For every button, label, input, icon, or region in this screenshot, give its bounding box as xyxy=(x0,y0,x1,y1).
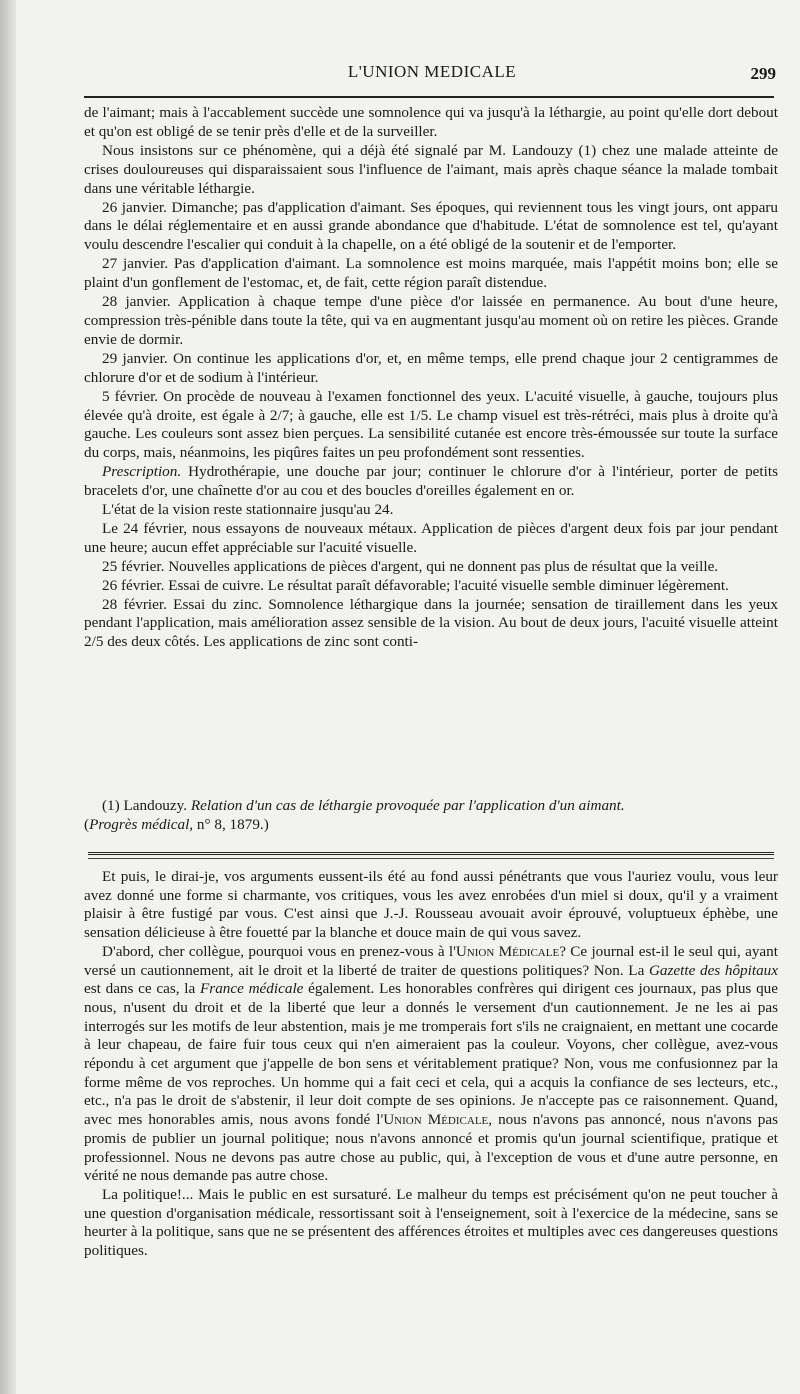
text-run: , nous n'avons pas annoncé, nous n'avons pas promis de publier un journal politique; nous n'avons annoncé et promis qu'un journal scientifique, pratique et professionnel. Nous ne devons pas autre chose au public, qui, à l'exception de vous et d'une autre personne, en vérité ne nous demande pas autre chose. xyxy=(84,1111,779,1185)
paragraph: Le 24 février, nous essayons de nouveaux métaux. Application de pièces d'argent deux fois par jour pendant une heure; aucun effet appréciable sur l'acuité visuelle. xyxy=(84,519,778,556)
paragraph: 26 janvier. Dimanche; pas d'application d'aimant. Ses époques, qui reviennent tous les vingt jours, ont apparu dans le délai réglementaire et en aussi grande abondance que d'habitude. L'état de somnolence est tel, qu'ayant voulu descendre l'escalier qui conduit à la chapelle, on a été obligé de la soutenir et de l'emporter. xyxy=(84,198,778,254)
paragraph: de l'aimant; mais à l'accablement succède une somnolence qui va jusqu'à la léthargie, au point qu'elle dort debout et qu'on est obligé de se tenir près d'elle et de la surveiller. xyxy=(84,104,778,140)
footnote-source-rest: n° 8, 1879.) xyxy=(193,816,269,833)
footnote-title: Relation d'un cas de léthargie provoquée par l'application d'un aimant. xyxy=(190,797,625,814)
journal-name: France médicale xyxy=(200,980,304,998)
letter-text xyxy=(84,868,778,1261)
paragraph: 25 février. Nouvelles applications de pièces d'argent, qui ne donnent pas plus de résultat que la veille. xyxy=(102,557,719,575)
paragraph: 28 janvier. Application à chaque tempe d'une pièce d'or laissée en permanence. Au bout d'une heure, compression très-pénible dans toute la tête, qui va en augmentant jusqu'au moment où on retire les pièces. Grande envie de dormir. xyxy=(84,293,778,348)
paragraph: 26 février. Essai de cuivre. Le résultat paraît défavorable; l'acuité visuelle semble diminuer légèrement. xyxy=(102,576,729,594)
text-run: également. Les honorables confrères qui dirigent ces journaux, pas plus que nous, n'usent du droit et de la liberté que leur a donnés le versement d'un cautionnement. Je ne les ai pas interrogés sur les motifs de leur abstention, mais je me tromperais fort s'ils ne craignaient, en mettant une cocarde à leur chapeau, de faire fuir tous ceux qui n'en aimeraient pas la couleur. Voyons, cher collègue, avez-vous répondu à cet argument que j'appelle de bon sens et véritablement pratique? Non, vous me confusionnez par la forme même de vos reproches. Un homme qui a fait ceci et cela, qui a acquis la confiance de ses lecteurs, etc., etc., n'a pas le droit de s'abstenir, il leur doit compte de ses opinions. Je n'accepte pas ce raisonnement. Quand, avec mes honorables amis, nous avons fondé l' xyxy=(84,980,778,1129)
paragraph: Et puis, le dirai-je, vos arguments eussent-ils été au fond aussi pénétrants que vous l'auriez voulu, vous leur avez donné une forme si charmante, vos critiques, vous les avez enrobées d'un miel si doux, qu'il y a vraiment plaisir à être fustigé par vous. C'est ainsi que J.-J. Rousseau avouait avoir éprouvé, voluptueux éphèbe, une sensation délicieuse à être fouetté par la blanche et douce main de qui vous savez. xyxy=(84,868,778,942)
running-head: L'UNION MEDICALE xyxy=(347,62,517,81)
paragraph: 28 février. Essai du zinc. Somnolence léthargique dans la journée; sensation de tiraillement dans les yeux pendant l'application, mais amélioration assez sensible de la vision. Au bout de deux jours, l'acuité visuelle atteint 2/5 des deux côtés. Les applications de zinc sont conti- xyxy=(84,595,778,651)
prescription-paragraph xyxy=(84,463,778,501)
paragraph: La politique!... Mais le public en est sursaturé. Le malheur du temps est précisément qu'on ne peut toucher à une question d'organisation médicale, ressortissant soit à l'enseignement, soit à l'exercice de la médecine, sans se heurter à la politique, sans que ne se présentent des afférences étroites et multiples avec ces dangereuses questions politiques. xyxy=(84,1185,778,1260)
paragraph: Nous insistons sur ce phénomène, qui a déjà été signalé par M. Landouzy (1) chez une malade atteinte de crises douloureuses qui disparaissaient sous l'influence de l'aimant, mais après chaque séance la malade tombait dans une véritable léthargie. xyxy=(84,141,778,197)
page-header xyxy=(84,62,780,90)
section-divider-thin xyxy=(88,858,774,859)
paragraph xyxy=(84,943,778,1186)
footnote-prefix: (1) Landouzy. xyxy=(102,797,191,814)
header-rule xyxy=(84,96,774,98)
footnote-journal: Progrès médical, xyxy=(89,816,194,833)
section-divider xyxy=(88,852,774,857)
paragraph: 5 février. On procède de nouveau à l'examen fonctionnel des yeux. L'acuité visuelle, à gauche, toujours plus élevée qu'à droite, est égale à 2/7; à gauche, elle est 1/5. Le champ visuel est très-rétréci, mais plus à droite qu'à gauche. Les couleurs sont assez bien perçues. La sensibilité cutanée est encore très-émoussée sur toute la surface du corps, mais, néanmoins, les piqûres faites un peu profondément sont ressenties. xyxy=(84,387,778,462)
journal-name: Union Médicale xyxy=(455,942,560,960)
page-number: 299 xyxy=(750,64,776,83)
text-run: ? Ce journal est-il le seul qui, ayant versé un cautionnement, ait le droit et la liberté de traiter de questions politiques? Non. La xyxy=(84,942,778,979)
prescription-text: Hydrothérapie, une douche par jour; continuer le chlorure d'or à l'intérieur, porter de petits bracelets d'or, une chaînette d'or au cou et des boucles d'oreilles également en or. xyxy=(84,463,778,500)
prescription-label: Prescription. xyxy=(102,463,182,481)
page-gutter xyxy=(0,0,16,1394)
text-run: est dans ce cas, la xyxy=(84,980,200,998)
journal-name: Union Médicale xyxy=(383,1111,489,1129)
footnote-text xyxy=(84,796,778,834)
paragraph: L'état de la vision reste stationnaire jusqu'au 24. xyxy=(102,501,394,519)
footnote-source-open: ( xyxy=(84,816,90,833)
case-report-text xyxy=(84,104,778,652)
footnote xyxy=(84,796,778,834)
text-run: D'abord, cher collègue, pourquoi vous en prenez-vous à l' xyxy=(102,942,456,960)
paragraph: 29 janvier. On continue les applications d'or, et, en même temps, elle prend chaque jour 2 centigrammes de chlorure d'or et de sodium à l'intérieur. xyxy=(84,349,778,386)
journal-name: Gazette des hôpitaux xyxy=(648,961,778,979)
paragraph: 27 janvier. Pas d'application d'aimant. La somnolence est moins marquée, mais l'appétit moins bon; elle se plaint d'un gonflement de l'estomac, et, de fait, cette région paraît distendue. xyxy=(84,255,778,292)
